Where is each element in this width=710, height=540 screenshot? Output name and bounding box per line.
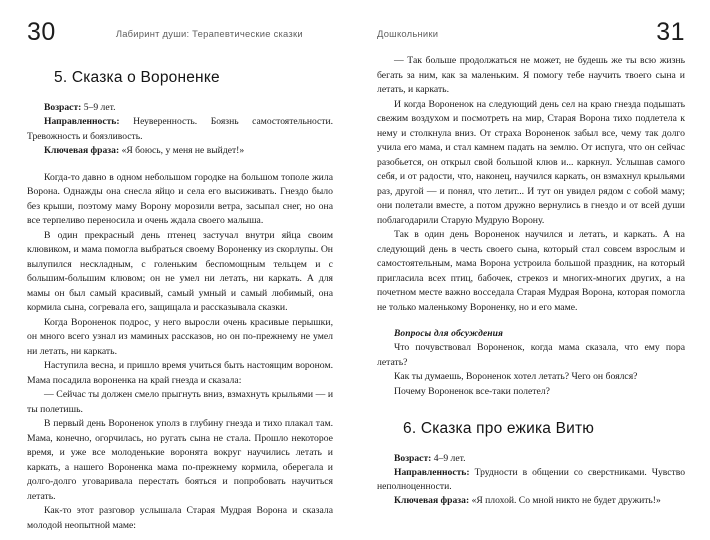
paragraph: Наступила весна, и пришло время учиться быть настоящим вороном. Мама посадила вороненка на край гнезда и сказала: [27,360,333,386]
meta-age-value: 4–9 лет. [433,452,466,464]
discussion-questions [377,327,685,399]
question-item: Что почувствовал Вороненок, когда мама сказала, что ему пора летать? [377,342,685,368]
paragraph-dialogue: — Так больше продолжаться не может, не будешь же ты всю жизнь бегать за ним, как за маленьким. Я помогу тебе научить твоего сына и летать, и каркать. [377,55,685,95]
page-right [355,0,710,540]
meta-age-label: Возраст: [394,452,432,464]
meta-phrase-label: Ключевая фраза: [394,494,470,506]
section-title: Дошкольники [377,28,439,39]
paragraph: Так в один день Вороненок научился и летать, и каркать. А на следующий день в честь своего сына, который стал совсем взрослым и самостоятельным, мама Ворона устроила большой праздник, на который пригласила всех птиц, бабочек, стрекоз и многих-многих других, а на почетном месте важно восседала Старая Мудрая Ворона, которая помогла не только маленькому Вороненку, но и его маме. [377,229,685,313]
paragraph: Когда Вороненок подрос, у него выросли очень красивые перышки, он много всего узнал из маминых рассказов, но он по-прежнему не умел ни летать, ни каркать. [27,316,333,357]
meta-phrase [27,144,333,158]
running-head-left [27,20,333,54]
folio-right: 31 [656,18,685,46]
running-title: Лабиринт души: Терапевтические сказки [115,28,303,39]
paragraph: Когда-то давно в одном небольшом городке на большом тополе жила Ворона. Однажды она снесла яйцо и села его высиживать. Гнездо было без крыши, поэтому маму Ворону морозили ветра, засыпал снег, но она все терпеливо переносила и очень ждала своего малыша. [27,171,333,227]
paragraph: В первый день Вороненок уполз в глубину гнезда и тихо плакал там. Мама, конечно, огорчилась, но ругать сына не стала. Прошло некоторое время, и уже все молоденькие воронята вокруг научились летать и каркать, а нашего Вороненка мама по-прежнему кормила, оберегала и долго-долго уговаривала перестать бояться и попробовать научиться летать. [27,418,333,502]
meta-focus-value: Трудности в общении со сверстниками. Чувство неполноценности. [377,466,685,492]
paragraph: В один прекрасный день птенец застучал внутри яйца своим клювиком, и мама помогла выбраться своему Вороненку из скорлупы. Он вылупился нескладным, с голеньким беспомощным тельцем и с большим-большим клювом; он не умел ни летать, ни каркать. А для мамы он был самый красивый, самый умный и самый любимый, она кормила сына, согревала его, защищала и рассказывала сказки. [27,229,333,314]
meta-focus [377,466,685,494]
body-text-left [27,171,333,534]
chapter-meta-left [27,101,333,157]
meta-age [377,452,685,466]
meta-age-value: 5–9 лет. [83,102,116,114]
chapter-title-left: 5. Сказка о Вороненке [54,69,220,86]
meta-focus-label: Направленность: [44,116,120,128]
chapter-meta-right [377,452,685,508]
paragraph: Как-то этот разговор услышала Старая Мудрая Ворона и сказала молодой неопытной маме: [27,505,333,531]
meta-focus-value: Неуверенность. Боязнь самостоятельности. Тревожность и боязливость. [27,116,333,142]
chapter-title-right: 6. Сказка про ежика Витю [403,420,595,438]
running-head-right [377,20,685,54]
paragraph: И когда Вороненок на следующий день сел на краю гнезда подышать свежим воздухом и посмотреть на мир, Старая Ворона тихо подлетела к нему и столкнула вниз. От страха Вороненок забыл все, чему так долго учила его мама, и стал камнем падать на землю. От испуга, что он сейчас разобьется, он открыл свой большой клюв и... каркнул. Услышав самого себя, и от радости, что, наконец, научился каркать, он взмахнул крыльями раз, другой — и понял, что летит... И тут он увидел рядом с собой маму; они полетали вместе, а потом дружно вернулись в гнездо и от всей души поблагодарили Старую Мудрую Ворону. [377,98,685,226]
paragraph-dialogue: — Сейчас ты должен смело прыгнуть вниз, взмахнуть крыльями — и ты полетишь. [27,389,333,415]
question-item: Почему Вороненок все-таки полетел? [394,385,550,397]
meta-phrase-label: Ключевая фраза: [44,144,120,156]
meta-age-label: Возраст: [44,102,82,114]
meta-phrase [377,494,685,508]
meta-focus [27,115,333,143]
meta-focus-label: Направленность: [394,466,470,478]
folio-left: 30 [27,18,56,46]
meta-phrase-value: «Я боюсь, у меня не выйдет!» [121,144,245,156]
meta-age [27,101,333,115]
body-text-right [377,54,685,315]
meta-phrase-value: «Я плохой. Со мной никто не будет дружить!» [471,494,661,506]
question-item: Как ты думаешь, Вороненок хотел летать? Чего он боялся? [394,371,638,383]
questions-heading: Вопросы для обсуждения [394,329,504,339]
